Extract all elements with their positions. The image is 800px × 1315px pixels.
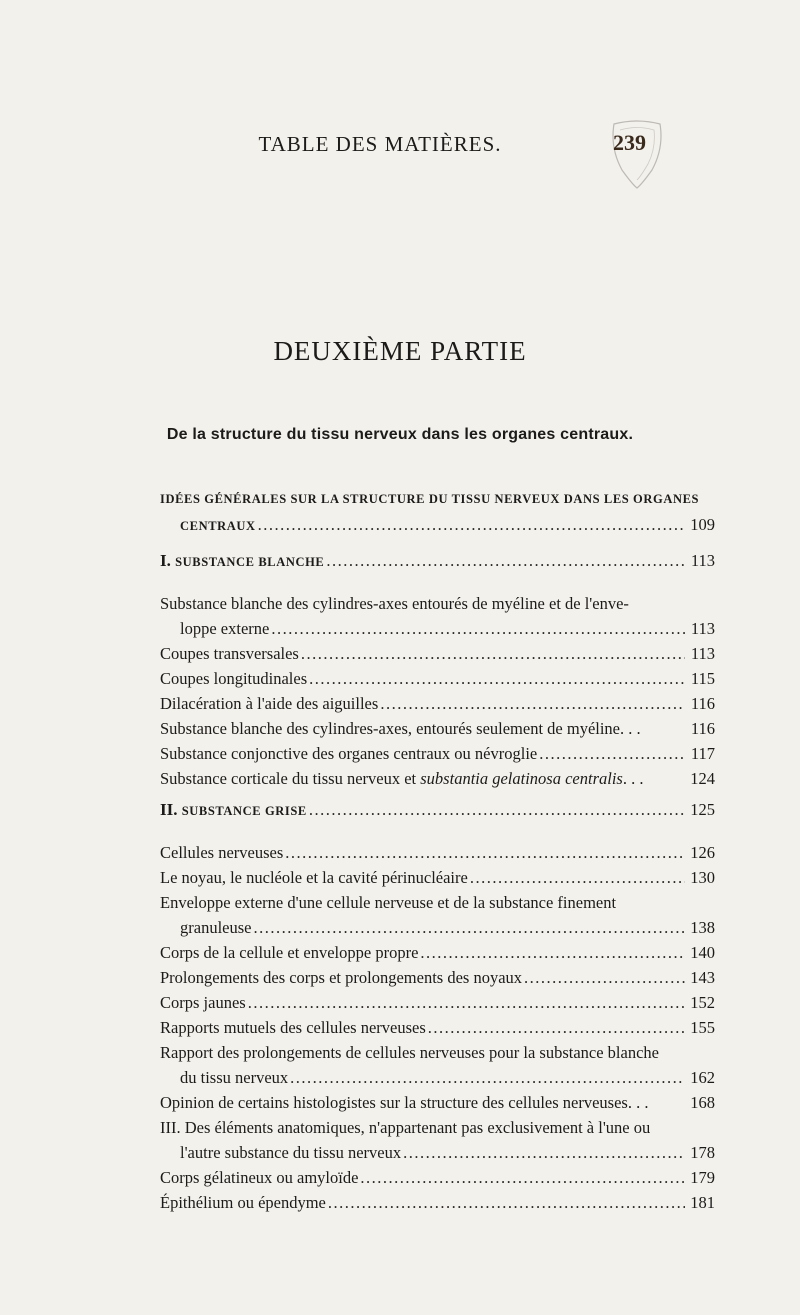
toc-page-number: 162 (690, 1068, 715, 1087)
toc-page-number: 178 (690, 1143, 715, 1162)
toc-entry (160, 1190, 715, 1215)
section-numeral: II. (160, 800, 182, 819)
toc-entry-text: Dilacération à l'aide des aiguilles (160, 694, 379, 713)
toc-entry (160, 890, 715, 940)
part-title: DEUXIÈME PARTIE (273, 336, 527, 366)
toc-entry (160, 797, 715, 824)
toc-entry-text: du tissu nerveux (180, 1068, 289, 1087)
toc-page-number: 181 (690, 1193, 715, 1212)
toc-page-number: 109 (690, 515, 715, 534)
toc-page-number: 117 (690, 744, 715, 763)
toc-entry-text: Corps de la cellule et enveloppe propre (160, 943, 419, 962)
toc-entry (160, 1165, 715, 1190)
toc-entry-text: granuleuse (180, 918, 252, 937)
toc-page-number: 130 (690, 868, 715, 887)
toc-entry-text: Substance conjonctive des organes centraux ou névroglie (160, 744, 538, 763)
toc-page-number: 126 (690, 843, 715, 862)
toc-entry-text: SUBSTANCE GRISE (181, 804, 307, 818)
part-subtitle: De la structure du tissu nerveux dans les organes centraux. (166, 426, 634, 443)
toc-entry (160, 548, 715, 575)
toc-entry (160, 865, 715, 890)
toc-entry-text: IDÉES GÉNÉRALES SUR LA STRUCTURE DU TISSU NERVEUX DANS LES ORGANES (160, 492, 700, 506)
toc-entry (160, 487, 715, 539)
toc-page-number: 113 (690, 619, 715, 638)
toc-entry (160, 990, 715, 1015)
toc-entry-text: l'autre substance du tissu nerveux (180, 1143, 402, 1162)
toc-entry (160, 1040, 715, 1090)
toc-page-number: 125 (690, 800, 715, 819)
toc-page-number: 116 (690, 719, 715, 738)
toc-entry (160, 591, 715, 641)
toc-page-number: 113 (690, 551, 715, 570)
toc-entry-text: Substance corticale du tissu nerveux et (160, 769, 421, 788)
running-header: TABLE DES MATIÈRES. (258, 132, 502, 156)
toc-entry-text: Coupes longitudinales (160, 669, 308, 688)
toc-page-number: 124 (690, 769, 715, 788)
toc-page-number: 140 (690, 943, 715, 962)
toc-page-number: 115 (690, 669, 715, 688)
toc-entry (160, 1115, 715, 1165)
toc-entry-text: Enveloppe externe d'une cellule nerveuse et de la substance finement (160, 893, 617, 912)
toc-entry (160, 716, 715, 741)
toc-entry-text: Substance blanche des cylindres-axes entourés de myéline et de l'enve- (160, 594, 629, 613)
page-number: 239 (613, 130, 646, 155)
toc-entry-text: Cellules nerveuses (160, 843, 284, 862)
toc-entry-text: Corps jaunes (160, 993, 246, 1012)
toc-entry-text: Rapport des prolongements de cellules nerveuses pour la substance blanche (160, 1043, 659, 1062)
toc-entry (160, 1015, 715, 1040)
toc-entry-ellipsis: . . . (622, 769, 644, 788)
toc-entry (160, 741, 715, 766)
toc-page-number: 179 (690, 1168, 715, 1187)
toc-entry-latin-term: substantia gelatinosa centralis (420, 769, 623, 788)
toc-entry-text: Coupes transversales (160, 644, 299, 663)
toc-page-number: 143 (690, 968, 715, 987)
toc-entry (160, 641, 715, 666)
toc-entry-text: loppe externe (180, 619, 270, 638)
toc-page-number: 152 (690, 993, 715, 1012)
section-numeral: I. (160, 551, 176, 570)
toc-entry-text: Rapports mutuels des cellules nerveuses (160, 1018, 426, 1037)
toc-entry (160, 965, 715, 990)
toc-page-number: 138 (690, 918, 715, 937)
toc-page-number: 116 (690, 694, 715, 713)
toc-entry (160, 940, 715, 965)
toc-page-number: 113 (690, 644, 715, 663)
toc-entry-text: Prolongements des corps et prolongements des noyaux (160, 968, 523, 987)
toc-entry-text: III. Des éléments anatomiques, n'appartenant pas exclusivement à l'une ou (160, 1118, 651, 1137)
toc-entry-text: Opinion de certains histologistes sur la structure des cellules nerveuses. . . (160, 1093, 649, 1112)
toc-entry-text: Le noyau, le nucléole et la cavité périnucléaire (160, 868, 468, 887)
toc-entry (160, 666, 715, 691)
toc-entry (160, 691, 715, 716)
toc-entry (160, 1090, 715, 1115)
toc-page-number: 155 (690, 1018, 715, 1037)
toc-entry-text: Corps gélatineux ou amyloïde (160, 1168, 359, 1187)
toc-entry-text: Substance blanche des cylindres-axes, entourés seulement de myéline. . . (160, 719, 641, 738)
toc-entry (160, 766, 715, 791)
toc-entry-text: SUBSTANCE BLANCHE (175, 555, 325, 569)
toc-entry-text: CENTRAUX (180, 519, 256, 533)
toc-entry-text: Épithélium ou épendyme (160, 1193, 326, 1212)
toc-entry (160, 840, 715, 865)
toc-page-number: 168 (690, 1093, 715, 1112)
